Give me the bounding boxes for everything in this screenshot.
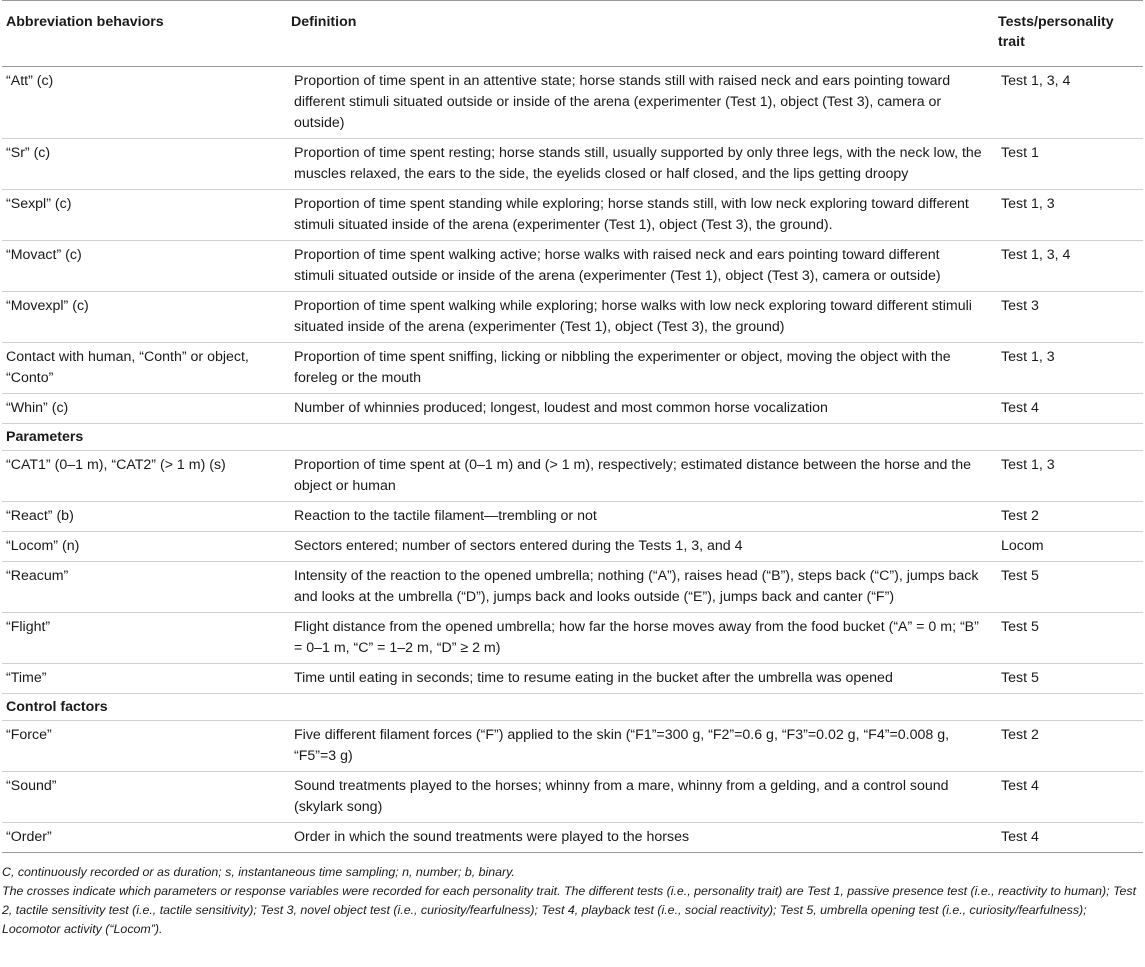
table-row bbox=[2, 292, 1143, 343]
tests-cell: Locom bbox=[1001, 538, 1044, 554]
abbreviation-cell: “Movexpl” (c) bbox=[6, 298, 89, 314]
table-row bbox=[2, 772, 1143, 823]
section-title: Parameters bbox=[6, 429, 84, 445]
tests-cell: Test 2 bbox=[1001, 508, 1039, 524]
table-body bbox=[2, 67, 1143, 853]
abbreviation-cell: “Order” bbox=[6, 829, 52, 845]
table-row bbox=[2, 664, 1143, 694]
tests-cell: Test 1, 3 bbox=[1001, 457, 1055, 473]
tests-cell: Test 1, 3 bbox=[1001, 349, 1055, 365]
definition-cell: Number of whinnies produced; longest, loudest and most common horse vocalization bbox=[294, 400, 828, 416]
tests-cell: Test 5 bbox=[1001, 670, 1039, 686]
footnote-abbreviations: C, continuously recorded or as duration; s, instantaneous time sampling; n, number; b, binary. bbox=[2, 865, 515, 879]
section-header-row bbox=[2, 424, 1143, 451]
definition-cell: Proportion of time spent resting; horse stands still, usually supported by only three legs, with the neck low, the muscles relaxed, the ears to the side, the eyelids closed or half closed, and the lips getting droopy bbox=[294, 145, 982, 182]
behavior-definitions-table bbox=[2, 0, 1143, 853]
table-row bbox=[2, 823, 1143, 853]
header-tests: Tests/personality trait bbox=[998, 14, 1114, 50]
abbreviation-cell: “Movact” (c) bbox=[6, 247, 82, 263]
tests-cell: Test 1, 3, 4 bbox=[1001, 247, 1071, 263]
tests-cell: Test 1, 3 bbox=[1001, 196, 1055, 212]
abbreviation-cell: “Reacum” bbox=[6, 568, 69, 584]
table-row bbox=[2, 451, 1143, 502]
definition-cell: Reaction to the tactile filament—trembling or not bbox=[294, 508, 597, 524]
definition-cell: Sound treatments played to the horses; whinny from a mare, whinny from a gelding, and a control sound (skylark song) bbox=[294, 778, 949, 815]
definition-cell: Proportion of time spent sniffing, licking or nibbling the experimenter or object, moving the object with the foreleg or the mouth bbox=[294, 349, 951, 386]
abbreviation-cell: “CAT1” (0–1 m), “CAT2” (> 1 m) (s) bbox=[6, 457, 226, 473]
table-row bbox=[2, 502, 1143, 532]
abbreviation-cell: “Time” bbox=[6, 670, 47, 686]
definition-cell: Flight distance from the opened umbrella; how far the horse moves away from the food bucket (“A” = 0 m; “B” = 0–1 m, “C” = 1–2 m, “D” ≥ 2 m) bbox=[294, 619, 979, 656]
abbreviation-cell: “Sr” (c) bbox=[6, 145, 51, 161]
header-abbreviation: Abbreviation behaviors bbox=[6, 14, 164, 30]
footnote-tests: The crosses indicate which parameters or response variables were recorded for each personality trait. The different tests (i.e., personality trait) are Test 1, passive presence test (i.e., reactivity to human); Test 2, tactile sensitivity test (i.e., tactile sensitivity); Test 3, novel object test (i.e., curiosity/fearfulness); Test 4, playback test (i.e., social reactivity); Test 5, umbrella opening test (i.e., curiosity/fearfulness); Locomotor activity (“Locom”). bbox=[2, 884, 1137, 936]
table-row bbox=[2, 67, 1143, 139]
abbreviation-cell: “Sound” bbox=[6, 778, 57, 794]
tests-cell: Test 1, 3, 4 bbox=[1001, 73, 1071, 89]
tests-cell: Test 4 bbox=[1001, 778, 1039, 794]
abbreviation-cell: “Force” bbox=[6, 727, 52, 743]
tests-cell: Test 5 bbox=[1001, 568, 1039, 584]
abbreviation-cell: “React” (b) bbox=[6, 508, 74, 524]
table-header bbox=[2, 1, 1143, 67]
definition-cell: Proportion of time spent walking while exploring; horse walks with low neck exploring toward different stimuli situated inside of the arena (experimenter (Test 1), object (Test 3), the ground) bbox=[294, 298, 972, 335]
table-row bbox=[2, 562, 1143, 613]
definition-cell: Time until eating in seconds; time to resume eating in the bucket after the umbrella was opened bbox=[294, 670, 893, 686]
section-header-row bbox=[2, 694, 1143, 721]
tests-cell: Test 2 bbox=[1001, 727, 1039, 743]
definition-cell: Order in which the sound treatments were played to the horses bbox=[294, 829, 690, 845]
section-title: Control factors bbox=[6, 699, 108, 715]
abbreviation-cell: “Sexpl” (c) bbox=[6, 196, 72, 212]
definition-cell: Proportion of time spent standing while exploring; horse stands still, with low neck exploring toward different stimuli situated inside of the arena (experimenter (Test 1), object (Test 3), the ground). bbox=[294, 196, 969, 233]
definition-cell: Proportion of time spent at (0–1 m) and (> 1 m), respectively; estimated distance between the horse and the object or human bbox=[294, 457, 972, 494]
abbreviation-cell: “Locom” (n) bbox=[6, 538, 80, 554]
table-row bbox=[2, 139, 1143, 190]
table-row bbox=[2, 394, 1143, 424]
header-definition: Definition bbox=[291, 14, 357, 30]
abbreviation-cell: Contact with human, “Conth” or object, “Conto” bbox=[6, 349, 249, 386]
definition-cell: Five different filament forces (“F”) applied to the skin (“F1”=300 g, “F2”=0.6 g, “F3”=0.02 g, “F4”=0.008 g, “F5”=3 g) bbox=[294, 727, 950, 764]
tests-cell: Test 4 bbox=[1001, 829, 1039, 845]
tests-cell: Test 1 bbox=[1001, 145, 1039, 161]
definition-cell: Sectors entered; number of sectors entered during the Tests 1, 3, and 4 bbox=[294, 538, 743, 554]
table-row bbox=[2, 721, 1143, 772]
abbreviation-cell: “Att” (c) bbox=[6, 73, 54, 89]
table-row bbox=[2, 613, 1143, 664]
table-row bbox=[2, 343, 1143, 394]
table-footnotes bbox=[2, 863, 1140, 939]
table-row bbox=[2, 241, 1143, 292]
definition-cell: Intensity of the reaction to the opened umbrella; nothing (“A”), raises head (“B”), steps back (“C”), jumps back and looks at the umbrella (“D”), jumps back and looks outside (“E”), jumps back and canter (“F”) bbox=[294, 568, 979, 605]
table-row bbox=[2, 532, 1143, 562]
definition-cell: Proportion of time spent walking active; horse walks with raised neck and ears pointing toward different stimuli situated outside or inside of the arena (experimenter (Test 1), object (Test 3), camera or outside) bbox=[294, 247, 941, 284]
tests-cell: Test 5 bbox=[1001, 619, 1039, 635]
definition-cell: Proportion of time spent in an attentive state; horse stands still with raised neck and ears pointing toward different stimuli situated outside or inside of the arena (experimenter (Test 1), object (Test 3), camera or outside) bbox=[294, 73, 951, 131]
tests-cell: Test 3 bbox=[1001, 298, 1039, 314]
tests-cell: Test 4 bbox=[1001, 400, 1039, 416]
table-row bbox=[2, 190, 1143, 241]
abbreviation-cell: “Whin” (c) bbox=[6, 400, 69, 416]
abbreviation-cell: “Flight” bbox=[6, 619, 51, 635]
